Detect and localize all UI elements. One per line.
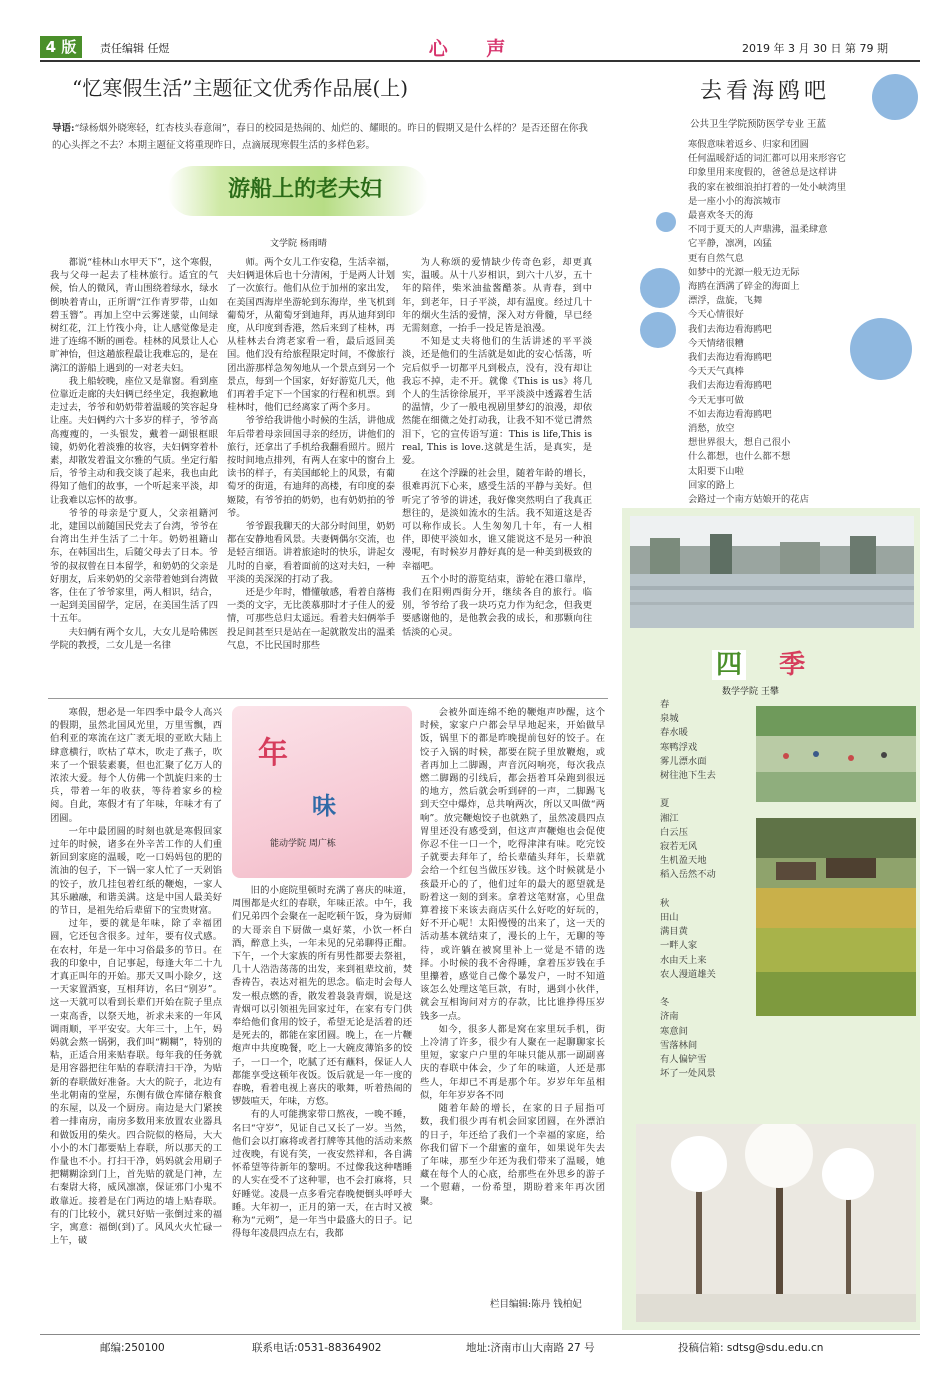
editor-credit: 责任编辑 任煜: [100, 42, 170, 55]
year-taste-column-1: [50, 706, 222, 1296]
paragraph: 会被外面连绵不绝的鞭炮声吵醒，这个时候，家家户户都会早早地起来，开始做早饭，锅里下的都是昨晚提前包好的饺子。在饺子入锅的时候，都要在院子里放鞭炮，或者再加上二脚踢，声音沉闷响亮，每次我点燃二脚踢的引线后，都会捂着耳朵跑到很远的地方，然后就会听到砰的一声，二脚踢飞到天空中爆炸，总共响两次，所以又叫做“两响”。放完鞭炮饺子也就熟了，虽然凌晨四点胃里还没有感受到，但这声声鞭炮也会促使你忍不住一口一个，吃得津津有味。吃完饺子就要去拜年了，给长辈磕头拜年，长辈就会给一个红包当做压岁钱。这个时候就是小孩最开心的了，他们过年的最大的愿望就是盼着这一刻的到来。拿着这笔财富，心里盘算着接下来该去商店买什么好吃的好玩的，好不开心呢！太阳慢慢的出来了，这一天的活动基本就结束了，漫长的上午，无聊的等待，或许躺在被窝里补上一觉是不错的选择。小时候的我不舍得睡，拿着压岁钱在手里攥着，感觉自己像个暴发户，一时不知道该怎么处理这笔巨款，有时，遇到小伙伴，就会互相询问对方的存款，比比谁挣得压岁钱多一点。: [420, 707, 605, 1022]
paragraph: 一年中最团圆的时刻也就是寒假回家过年的时候，诸多在外辛苦工作的人们重新回到家庭的温暖，吃一口妈妈包的肥的流油的包子，下一锅一家人忙了一天剁馅的饺子，放几挂包着红纸的鞭炮，一家人其乐融融，和谐美满。这是中国人最美好的节日，是祖先给后辈留下的宝贵财富。: [50, 825, 222, 917]
paragraph: 不知是丈夫将他们的生活讲述的平平淡淡，还是他们的生活就是如此的安心恬荡，听完后似乎一切都平凡到极点，没有，没有却让我忘不掉，走不开。就像《This is us》将几个人的生活徐徐展开，平平淡淡中透露着生活的温情，少了一般电视剧里梦幻的浪漫，却依然能在细微之处打动我，让我不知不觉已潸然泪下，它的宣传语写道：This is life,This is real, This is love.这就是生活，是真实，是爱。: [402, 336, 592, 467]
paragraph: 寒假，想必是一年四季中最令人高兴的假期，虽然北国风光里，万里雪飘，西伯利亚的寒流在这广袤无垠的亚欧大陆上肆意横行，吹枯了草木，吹走了燕子，吹来了一个银装素裹，但也汇聚了亿万人的浓浓大爱。每个人仿佛一个凯旋归来的士兵，带着一年的收获，等待着家乡的检阅。自此，寒假才有了年味，年味才有了团圆。: [50, 707, 222, 824]
seagull-poem-author: 公共卫生学院预防医学专业 王蓝: [690, 119, 827, 130]
boat-story-author: 文学院 杨雨晴: [270, 239, 327, 249]
intro-text: “绿杨烟外晓寒轻，红杏枝头春意闹”，春日的校园是热闹的、灿烂的、耀眼的。昨日的假期又是什么样的？是否还留在你我的心头挥之不去？本期主题征文将重现昨日，点滴展现寒假生活的多样色彩。: [52, 123, 588, 151]
decorative-dot: [640, 268, 680, 308]
footer-phone: 联系电话:0531-88364902: [252, 1342, 382, 1354]
paragraph: 我上船较晚，座位又是靠窗。看到座位靠近走廊的夫妇俩已经坐定，我抱歉地走过去，爷爷和奶奶带着温暖的笑容起身让座。夫妇俩约六十多岁的样子，爷爷高高瘦瘦的，一头银发，戴着一副银框眼镜，奶奶化着淡雅的妆容，夫妇俩穿着朴素，却散发着温文尔雅的气质。坐定行船后，爷爷主动和我交谈了起来，我也由此得知了他们的故事，一个听起来平淡，却让我难以忘怀的故事。: [50, 375, 218, 506]
boat-story-title: 游船上的老夫妇: [227, 177, 382, 202]
feature-title: “忆寒假生活”主题征文优秀作品展(上): [72, 76, 409, 100]
paragraph: 都说“桂林山水甲天下”，这个寒假，我与父母一起去了桂林旅行。适宜的气候，怡人的微风，青山围绕着绿水，绿水倒映着青山，正所谓“江作青罗带，山如碧玉簪”。再加上空中云雾迷蒙，山间绿树红花，江上竹筏小舟，让人感觉像是走进了连绵不断的画卷。桂林的风景让人心旷神怡，但这趟旅程最让我难忘的，是在漓江的游船上遇到的一对老夫妇。: [50, 257, 218, 374]
seagull-poem-body: 寒假意味着返乡、归家和团圆 任何温暖舒适的词汇都可以用来形容它 印象里用来度假的，爸爸总是这样讲 我的家在被细浪拍打着的一处小峡湾里 是一座小小的海滨城市 最喜欢冬天的海 不同于夏天的人声鼎沸，温柔肆意 它平静，凛冽，凶猛 更有自然气息 如梦中的光源一般无边无际 海鸥在洒满了碎金的海面上 漂浮，盘旋，飞舞 今天心情很好 我们去海边看海鸥吧 今天情绪很糟 我们去海边看海鸥吧 今天天气真棒 我们去海边看海鸥吧 今天无事可做 不如去海边看海鸥吧 消愁，放空 想世界很大，想自己很小 什么都想，也什么都不想 太阳要下山啦 回家的路上 会路过一个南方姑娘开的花店: [688, 139, 847, 506]
paragraph: 过年，要的就是年味，除了幸福团圆，它还包含很多。过年，要有仪式感。在农村，年是一年中习俗最多的节日。在我的印象中，自记事起，每逢大年二十九才真正叫年的开始。那天又叫小除夕，这一天家置酒宴，互相拜访，名曰“别岁”。这一天就可以看到长辈们开始在院子里点一束高香，以祭天地，祈求未来的一年风调雨顺，平平安安。大年三十，上午，妈妈就会熬一锅粥，我们叫“糊糊”，特别的粘，正适合用来贴春联。每年我的任务就是用容器把往年贴的春联清扫干净，为贴新的春联做好准备。大大的院子，北边有坐北朝南的堂屋，东侧有做仓库储存粮食的东屋，以及一个厨房。南边是大门紧挨着一排南房，南房多数用来放置农业器具和做饭用的柴火。四合院似的格局，大大小小的木门都要贴上春联，所以那天的工作量也不小。打扫干净，妈妈就会用刷子把糊糊涂到门上，首先贴的就是门神，左右秦尉大将，威风凛凛，保证邪门小鬼不敢靠近。接着是在门两边的墙上贴春联。有的门比较小，就只好贴一张倒过来的福字，寓意：福倒(到)了。风风火火忙碌一上午，破: [50, 918, 222, 1247]
paragraph: 有的人可能携家带口熬夜，一晚不睡，名曰“守岁”，见证自己又长了一岁。当然，他们会以打麻将或者打牌等其他的活动来熬过夜晚，有说有笑，一夜安然祥和，各自满怀希望等待新年的黎明。不过像我这种嗜睡的人实在受不了这种罪，也不会打麻将，只好睡觉。凌晨一点多看完春晚便倒头呼呼大睡。大年初一，正月的第一天，在古时又被称为“元朔”，是一年当中最盛大的日子。记得每年凌晨四点左右，我都: [232, 1109, 412, 1240]
boat-story-column-1: [50, 256, 218, 694]
paragraph: 爷爷给我讲他小时候的生活，讲他成年后带着母亲回国寻亲的经历，讲他们的旅行，还拿出了手机给我翻看照片。照片按时间地点排列，有两人在家中的窗台上读书的样子，有美国邮轮上的风景，有葡萄牙的街道，有迪拜的高楼，有印度的泰姬陵，有爷爷拍的奶奶，也有奶奶拍的爷爷。: [227, 415, 395, 519]
spring-park-photo: [756, 706, 916, 802]
year-taste-title-char-2: 味: [312, 792, 336, 820]
paragraph: 为人称颂的爱情缺少传奇色彩，却更真实，温暖。从十八岁相识，到六十八岁，五十年的陪伴，柴米油盐酱醋茶。从青春，到中年，到老年，日子平淡，却有温度。经过几十年的烟火生活的爱情，深入对方骨髓，早已经无需刻意，一抬手一投足皆是浪漫。: [402, 257, 592, 335]
four-seasons-title: [712, 644, 805, 681]
paragraph: 五个小时的游览结束，游轮在港口靠岸，我们在阳朔西街分开，继续各自的旅行。临别，爷爷给了我一块巧克力作为纪念，但我更要感谢他的，是他教会我的成长，和那颗向往恬淡的心灵。: [402, 573, 592, 638]
paragraph: 爷爷的母亲是宁夏人，父亲祖籍河北，建国以前随国民党去了台湾，爷爷在台湾出生并生活了二十年。奶奶祖籍山东，在韩国出生，后随父母去了日本。爷爷的叔叔曾在日本留学，和奶奶的父亲是好朋友，后来奶奶的父亲带着她到台湾做客，住在了爷爷家里，两人相识，结合，一起到美国留学，定居，在美国生活了四十五年。: [50, 507, 218, 625]
paragraph: 还是少年时，懵懂敏感，看着自落梅一类的文字，无比羡慕那时才子佳人的爱情，可那些总归太遥远。看着夫妇俩举手投足间甚至只是站在一起就散发出的温柔气息，不比民国时那些: [227, 587, 395, 651]
paragraph: 随着年龄的增长，在家的日子屈指可数，我们很少再有机会回家团圆，在外漂泊的日子，年还给了我们一个幸福的家庭，给你我们留下一个甜蜜的童年，如果说年失去了年味，那至少年还为我们带来了温暖，她藏在每个人的心底，给那些在外思乡的游子一个慰藉，一份希望，期盼着来年再次团聚。: [420, 1103, 605, 1207]
paragraph: 夫妇俩有两个女儿，大女儿是哈佛医学院的教授，二女儿是一名律: [50, 626, 218, 651]
intro-label: 导语:: [52, 123, 75, 134]
summer-village-photo: [756, 818, 916, 1016]
winter-snow-photo: [636, 1124, 916, 1322]
boat-story-column-3: [402, 256, 592, 694]
boat-story-column-2: [227, 256, 395, 694]
paragraph: 如今，很多人都是窝在家里玩手机，街上冷清了许多，很少有人聚在一起聊聊家长里短，家家户户里的年味只能从那一副副喜庆的春联中体会，少了年的味道，人还是那些人，年却已不再是那个年。岁岁年年虽相似，年年岁岁各不同: [420, 1023, 605, 1101]
four-seasons-author: 数学学院 王攀: [722, 687, 779, 697]
footer-email: 投稿信箱: sdtsg@sdu.edu.cn: [678, 1342, 824, 1354]
header-rule: [40, 60, 920, 62]
paragraph: 爷爷跟我聊天的大部分时间里，奶奶都在安静地看风景。夫妻俩偶尔交流，也是轻言细语。讲着旅途时的快乐，讲起女儿时的自豪，看着面前的这对夫妇，一种平淡的美深深的打动了我。: [227, 521, 395, 585]
footer-rule: [40, 1334, 920, 1335]
section-divider: [48, 698, 608, 699]
seagull-poem-title: 去看海鸥吧: [700, 79, 831, 104]
paragraph: 在这个浮躁的社会里，随着年龄的增长，很难再沉下心来，感受生活的平静与美好。但听完了爷爷的讲述，我好像突然明白了我真正想往的，是淡如流水的生活。我不知道这是否可以称作成长。人生匆匆几十年，有一人相伴，即使平淡如水，谁又能说这不是另一种浪漫呢，有时候岁月静好真的是一种美到极致的幸福吧。: [402, 468, 592, 572]
page-number-badge: 4 版: [40, 36, 82, 58]
four-seasons-poem-body: 春 泉城 春水暖 寒鸭浮戏 雾儿漂水面 树往池下生去 夏 湘江 白云压 寂若无风 生机盈天地 稻入岳然不动 秋 田山 满目黄 一畔人家 水由天上来 农人漫道雄关 冬 济南 寒意间 雪落林间 有人偏铲雪 坏了一处风景: [660, 699, 716, 1080]
year-taste-column-2: [232, 884, 412, 1296]
four-seasons-title-char-2: 季: [779, 650, 806, 680]
footer-address: 地址:济南市山大南路 27 号: [466, 1342, 595, 1354]
winter-lake-photo: [630, 516, 914, 628]
four-seasons-title-char-1: 四: [712, 650, 746, 680]
decorative-dot: [656, 212, 676, 232]
year-taste-author: 能动学院 周广栋: [270, 839, 336, 849]
year-taste-title-char-1: 年: [258, 736, 288, 771]
column-editors: 栏目编辑:陈丹 钱柏妃: [490, 1299, 582, 1310]
decorative-dot: [640, 312, 676, 348]
feature-intro: [52, 120, 592, 154]
section-title: 心 声: [428, 38, 522, 60]
decorative-dot: [872, 74, 918, 120]
paragraph: 师。两个女儿工作安稳，生活幸福，夫妇俩退休后也十分清闲，于是两人计划了一次旅行。他们从位于加州的家出发，在美国西海岸坐游轮到东海岸，坐飞机到葡萄牙，从葡萄牙到迪拜，再从迪拜到印度，从印度到香港，然后来到了桂林，再从桂林去台湾老家看一看，最后返回美国。他们没有给旅程限定时间，不像旅行团出游那样急匆匆地从一个景点到另一个景点，每到一个国家，好好游览几天，他们再着手定下一个国家的行程和机票。到桂林时，他们已经离家了两个多月。: [227, 257, 395, 414]
paragraph: 旧的小庭院里顿时充满了喜庆的味道，周围都是火红的春联，年味正浓。中午，我们兄弟四个会聚在一起吃顿午饭，身为厨师的大哥亲自下厨做一桌好菜，小饮一杯白酒，醉意上头，一年未见的兄弟聊得正酣。下午，一个大家族的所有男性都要去祭祖，几十人浩浩荡荡的出发，来到祖辈坟前，焚香祷告，表达对祖先的思念。临走时会每人发一根点燃的香，散发着袅袅青烟，说是这青烟可以引领祖先回家过年，在家有专门供奉给他们食用的饺子，希望无论是活着的还是死去的，都能在家团圆。晚上，在一片鞭炮声中共度晚餐，吃上一大碗皮薄馅多的饺子，一口一个，吃腻了还有蘸料，保证人人都能享受这顿年夜饭。饭后就是一年一度的春晚，看着电视上喜庆的歌舞，听着热闹的锣鼓喧天，年味，方悠。: [232, 885, 412, 1108]
year-taste-column-3: [420, 706, 605, 1296]
footer-postcode: 邮编:250100: [100, 1342, 165, 1354]
issue-date: 2019 年 3 月 30 日 第 79 期: [742, 42, 888, 55]
